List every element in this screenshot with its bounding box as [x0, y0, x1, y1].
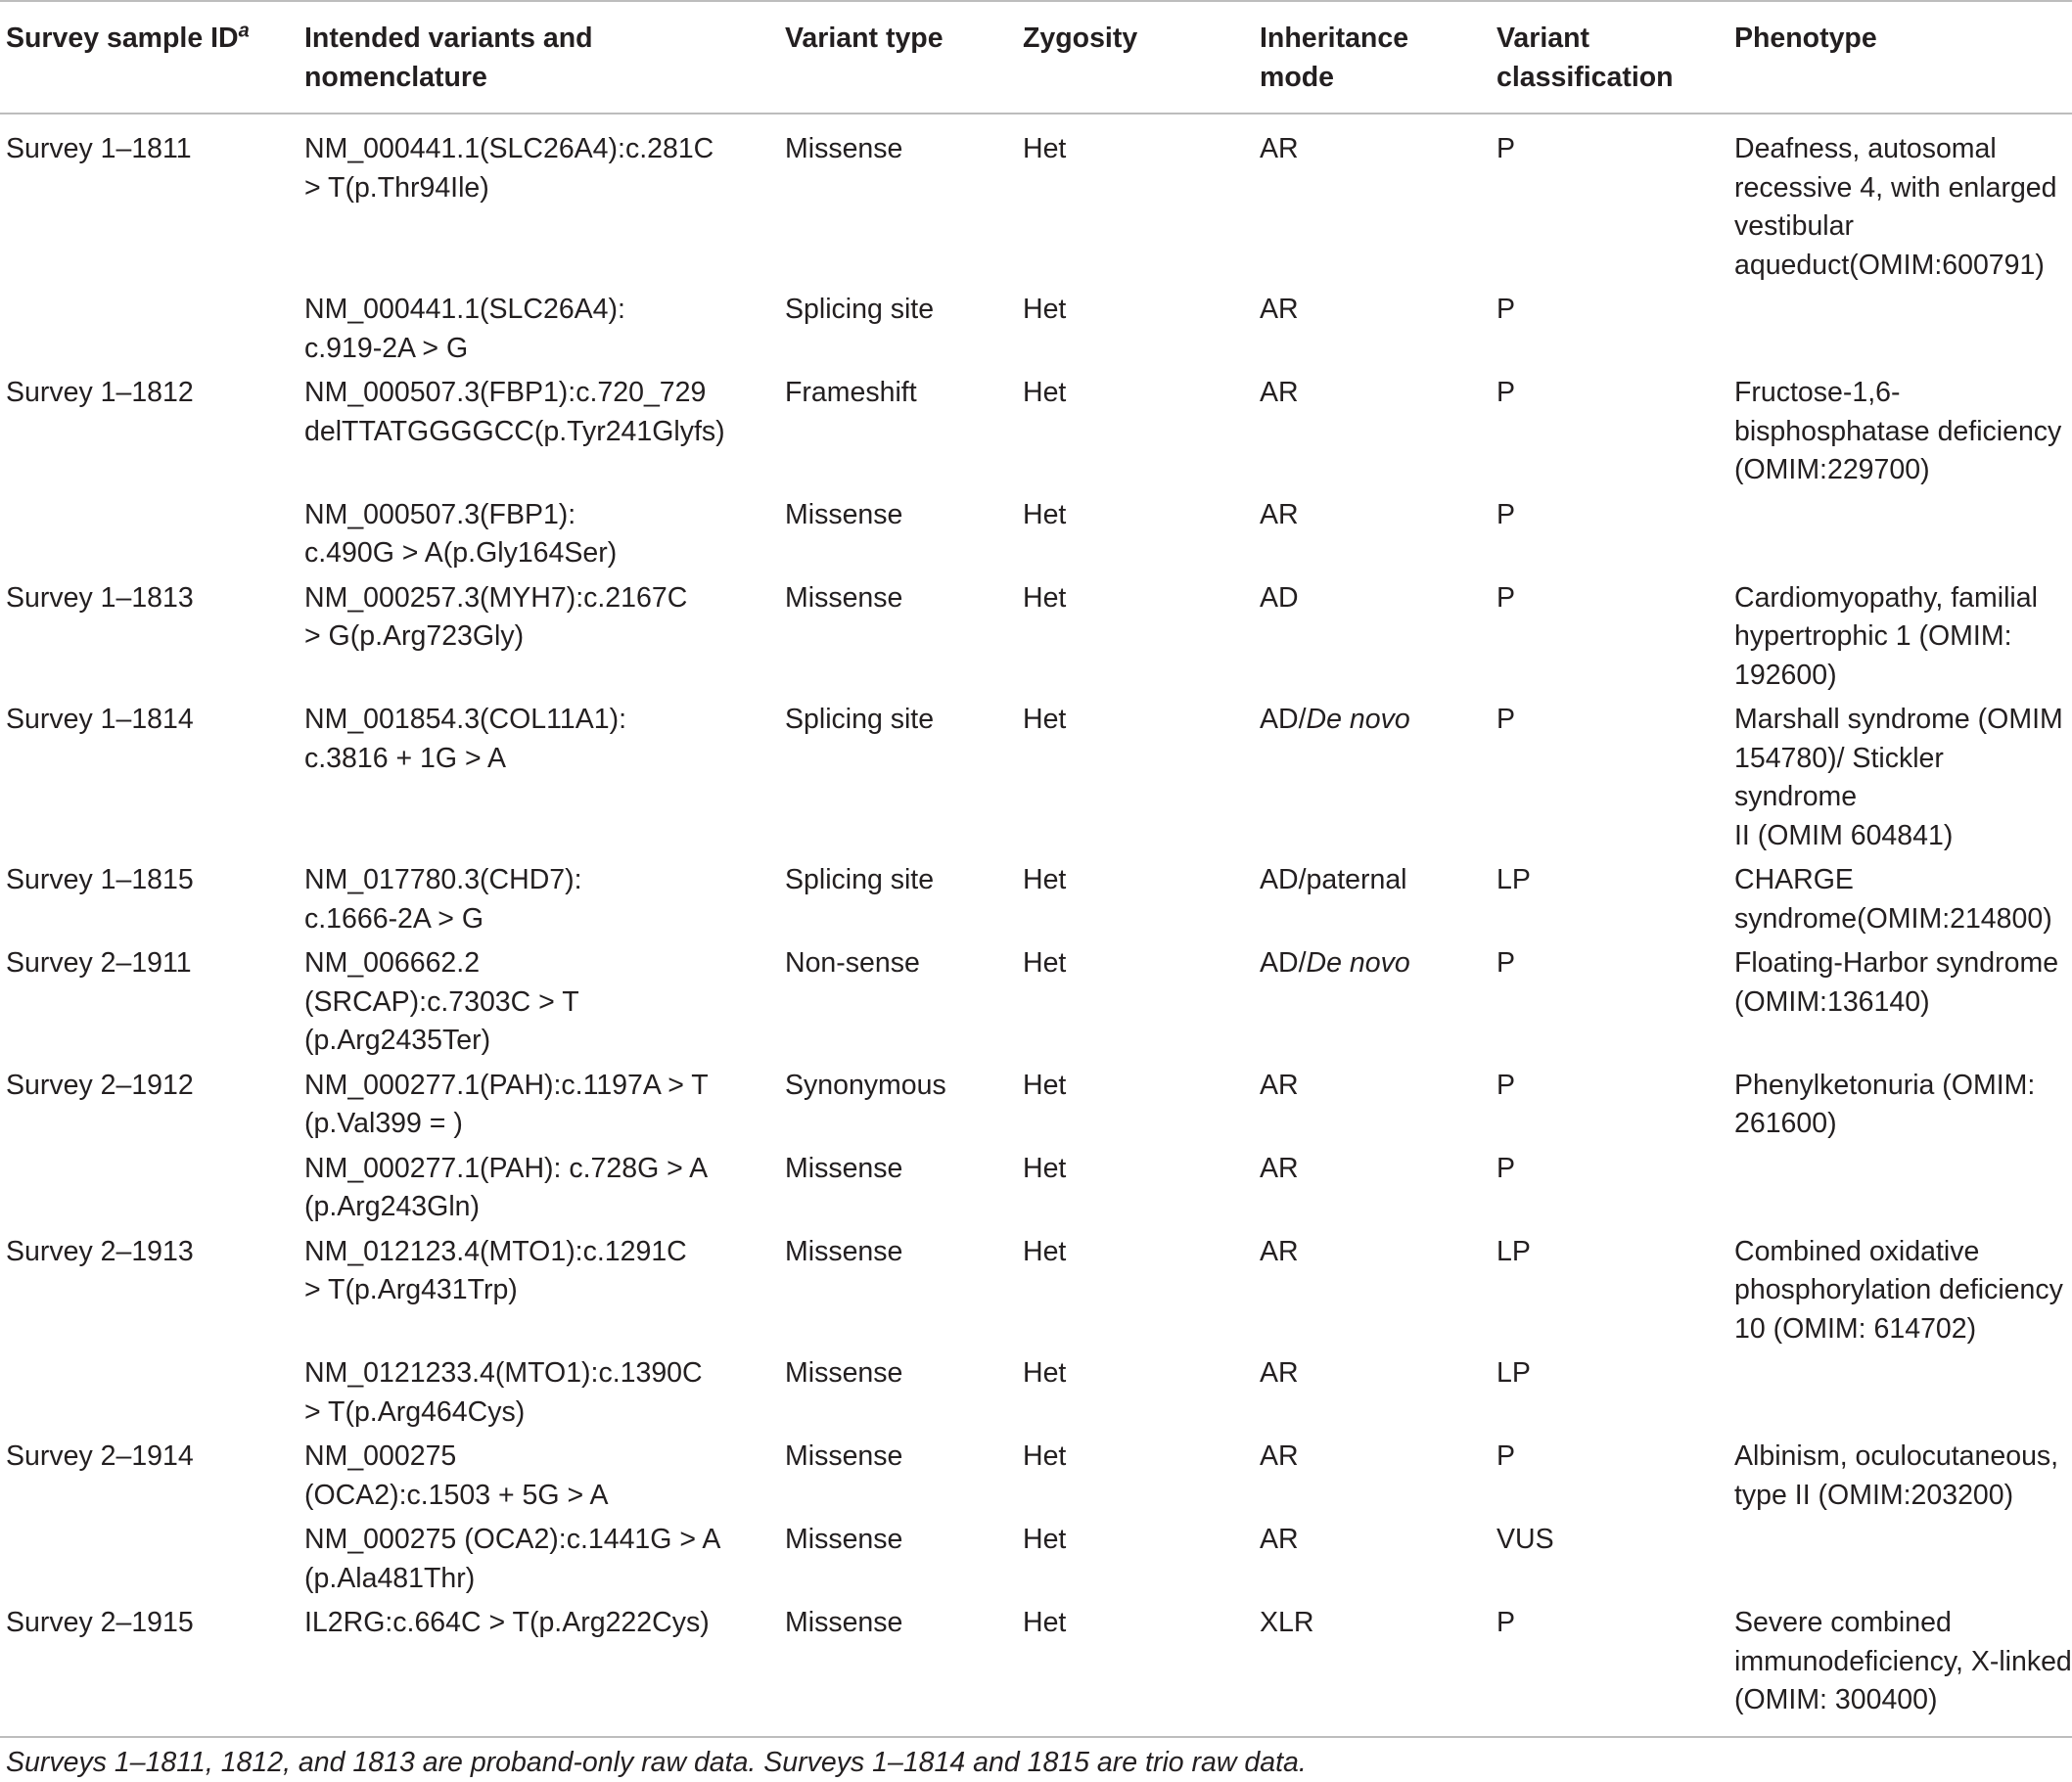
inheritance-mode-text: AR — [1260, 377, 1299, 408]
cell-variant: NM_006662.2 (SRCAP):c.7303C > T (p.Arg2435Ter) — [299, 944, 779, 1067]
inheritance-mode-text: AR — [1260, 499, 1299, 530]
inheritance-mode-text: XLR — [1260, 1607, 1313, 1638]
cell-phenotype: CHARGE syndrome(OMIM:214800) — [1728, 861, 2072, 944]
cell-classification: P — [1491, 374, 1728, 496]
inheritance-mode-text: AR — [1260, 1236, 1299, 1267]
cell-sample-id — [0, 1150, 299, 1233]
inheritance-mode-denovo-text: De novo — [1307, 947, 1410, 979]
cell-sample-id — [0, 496, 299, 579]
header-zygosity: Zygosity — [1017, 1, 1254, 114]
cell-sample-id: Survey 2–1911 — [0, 944, 299, 1067]
header-variant-classification: Variant classification — [1491, 1, 1728, 114]
cell-classification: VUS — [1491, 1521, 1728, 1604]
cell-variant-type: Splicing site — [779, 701, 1017, 861]
cell-inheritance-mode — [1254, 944, 1491, 1067]
cell-phenotype — [1728, 1150, 2072, 1233]
table-row — [0, 1150, 2072, 1233]
cell-variant-type: Missense — [779, 1233, 1017, 1355]
cell-inheritance-mode — [1254, 861, 1491, 944]
cell-classification: P — [1491, 944, 1728, 1067]
cell-classification: P — [1491, 1438, 1728, 1521]
cell-variant-type: Missense — [779, 579, 1017, 702]
cell-inheritance-mode — [1254, 1604, 1491, 1737]
inheritance-mode-text: AR — [1260, 1524, 1299, 1555]
cell-inheritance-mode — [1254, 374, 1491, 496]
cell-classification: LP — [1491, 1233, 1728, 1355]
table-row — [0, 291, 2072, 374]
cell-inheritance-mode — [1254, 1354, 1491, 1438]
cell-variant-type: Splicing site — [779, 861, 1017, 944]
cell-inheritance-mode — [1254, 1233, 1491, 1355]
header-variants: Intended variants and nomenclature — [299, 1, 779, 114]
cell-zygosity: Het — [1017, 496, 1254, 579]
cell-variant: NM_000507.3(FBP1):c.720_729 delTTATGGGGCC(p.Tyr241Glyfs) — [299, 374, 779, 496]
cell-sample-id: Survey 2–1914 — [0, 1438, 299, 1521]
cell-classification: P — [1491, 496, 1728, 579]
inheritance-mode-text: AR — [1260, 1070, 1299, 1101]
header-inheritance-mode: Inheritance mode — [1254, 1, 1491, 114]
cell-sample-id: Survey 1–1811 — [0, 114, 299, 291]
cell-inheritance-mode — [1254, 114, 1491, 291]
cell-variant-type: Missense — [779, 1354, 1017, 1438]
cell-variant-type: Missense — [779, 114, 1017, 291]
cell-variant: NM_000441.1(SLC26A4): c.919-2A > G — [299, 291, 779, 374]
inheritance-mode-text: AD/ — [1260, 947, 1307, 979]
cell-phenotype: Deafness, autosomal recessive 4, with enlarged vestibular aqueduct(OMIM:600791) — [1728, 114, 2072, 291]
cell-inheritance-mode — [1254, 1438, 1491, 1521]
cell-variant: IL2RG:c.664C > T(p.Arg222Cys) — [299, 1604, 779, 1737]
cell-zygosity: Het — [1017, 1150, 1254, 1233]
cell-phenotype: Phenylketonuria (OMIM: 261600) — [1728, 1067, 2072, 1150]
cell-variant: NM_0121233.4(MTO1):c.1390C > T(p.Arg464Cys) — [299, 1354, 779, 1438]
cell-phenotype: Severe combined immunodeficiency, X-linked (OMIM: 300400) — [1728, 1604, 2072, 1737]
cell-variant-type: Missense — [779, 1521, 1017, 1604]
cell-sample-id: Survey 1–1813 — [0, 579, 299, 702]
cell-zygosity: Het — [1017, 701, 1254, 861]
cell-sample-id — [0, 1521, 299, 1604]
table-row — [0, 1604, 2072, 1737]
table-row — [0, 1438, 2072, 1521]
table-row — [0, 1521, 2072, 1604]
inheritance-mode-text: AD/ — [1260, 704, 1307, 735]
cell-zygosity: Het — [1017, 1067, 1254, 1150]
cell-variant: NM_000277.1(PAH):c.1197A > T (p.Val399 = ) — [299, 1067, 779, 1150]
table-row — [0, 579, 2072, 702]
cell-phenotype: Combined oxidative phosphorylation deficiency 10 (OMIM: 614702) — [1728, 1233, 2072, 1355]
cell-classification: P — [1491, 1150, 1728, 1233]
header-sample-id — [0, 1, 299, 114]
table-header — [0, 1, 2072, 114]
cell-zygosity: Het — [1017, 1604, 1254, 1737]
header-sample-id-text: Survey sample ID — [6, 23, 239, 54]
cell-phenotype: Floating-Harbor syndrome (OMIM:136140) — [1728, 944, 2072, 1067]
cell-classification: P — [1491, 1604, 1728, 1737]
cell-inheritance-mode — [1254, 291, 1491, 374]
cell-classification: P — [1491, 291, 1728, 374]
cell-inheritance-mode — [1254, 1150, 1491, 1233]
cell-variant: NM_012123.4(MTO1):c.1291C > T(p.Arg431Trp) — [299, 1233, 779, 1355]
table-row — [0, 944, 2072, 1067]
cell-zygosity: Het — [1017, 291, 1254, 374]
inheritance-mode-text: AD/paternal — [1260, 864, 1407, 895]
cell-classification: P — [1491, 1067, 1728, 1150]
cell-phenotype: Cardiomyopathy, familial hypertrophic 1 (OMIM: 192600) — [1728, 579, 2072, 702]
cell-phenotype — [1728, 1354, 2072, 1438]
cell-variant-type: Synonymous — [779, 1067, 1017, 1150]
cell-classification: P — [1491, 701, 1728, 861]
cell-zygosity: Het — [1017, 374, 1254, 496]
cell-sample-id: Survey 2–1915 — [0, 1604, 299, 1737]
cell-zygosity: Het — [1017, 1233, 1254, 1355]
cell-sample-id: Survey 2–1913 — [0, 1233, 299, 1355]
table-row — [0, 114, 2072, 291]
cell-variant: NM_017780.3(CHD7): c.1666-2A > G — [299, 861, 779, 944]
cell-variant-type: Missense — [779, 1604, 1017, 1737]
cell-phenotype — [1728, 1521, 2072, 1604]
header-row — [0, 1, 2072, 114]
header-sample-id-footnote-marker: a — [239, 21, 250, 42]
table-row — [0, 1233, 2072, 1355]
cell-zygosity: Het — [1017, 1354, 1254, 1438]
cell-variant-type: Missense — [779, 496, 1017, 579]
table-body — [0, 114, 2072, 1737]
table-row — [0, 701, 2072, 861]
inheritance-mode-text: AR — [1260, 294, 1299, 325]
header-phenotype: Phenotype — [1728, 1, 2072, 114]
cell-sample-id — [0, 1354, 299, 1438]
cell-variant: NM_000277.1(PAH): c.728G > A (p.Arg243Gln) — [299, 1150, 779, 1233]
cell-variant: NM_000257.3(MYH7):c.2167C > G(p.Arg723Gly) — [299, 579, 779, 702]
cell-variant-type: Non-sense — [779, 944, 1017, 1067]
inheritance-mode-text: AR — [1260, 1153, 1299, 1184]
table-row — [0, 496, 2072, 579]
cell-variant-type: Splicing site — [779, 291, 1017, 374]
cell-zygosity: Het — [1017, 579, 1254, 702]
cell-variant: NM_000507.3(FBP1): c.490G > A(p.Gly164Ser) — [299, 496, 779, 579]
cell-sample-id: Survey 1–1812 — [0, 374, 299, 496]
cell-variant: NM_000275 (OCA2):c.1503 + 5G > A — [299, 1438, 779, 1521]
inheritance-mode-text: AR — [1260, 133, 1299, 164]
table-row — [0, 1354, 2072, 1438]
inheritance-mode-text: AD — [1260, 582, 1299, 614]
cell-zygosity: Het — [1017, 1521, 1254, 1604]
cell-inheritance-mode — [1254, 579, 1491, 702]
cell-variant: NM_000441.1(SLC26A4):c.281C > T(p.Thr94Ile) — [299, 114, 779, 291]
cell-sample-id: Survey 1–1815 — [0, 861, 299, 944]
cell-inheritance-mode — [1254, 701, 1491, 861]
cell-sample-id: Survey 1–1814 — [0, 701, 299, 861]
cell-phenotype: Albinism, oculocutaneous, type II (OMIM:203200) — [1728, 1438, 2072, 1521]
cell-zygosity: Het — [1017, 1438, 1254, 1521]
cell-phenotype: Fructose-1,6- bisphosphatase deficiency (OMIM:229700) — [1728, 374, 2072, 496]
cell-inheritance-mode — [1254, 496, 1491, 579]
header-variant-type: Variant type — [779, 1, 1017, 114]
cell-classification: P — [1491, 114, 1728, 291]
table-row — [0, 374, 2072, 496]
cell-variant-type: Missense — [779, 1150, 1017, 1233]
cell-zygosity: Het — [1017, 944, 1254, 1067]
cell-variant-type: Frameshift — [779, 374, 1017, 496]
cell-sample-id — [0, 291, 299, 374]
cell-phenotype — [1728, 496, 2072, 579]
cell-zygosity: Het — [1017, 861, 1254, 944]
cell-zygosity: Het — [1017, 114, 1254, 291]
cell-variant: NM_001854.3(COL11A1): c.3816 + 1G > A — [299, 701, 779, 861]
cell-sample-id: Survey 2–1912 — [0, 1067, 299, 1150]
cell-classification: P — [1491, 579, 1728, 702]
table-row — [0, 861, 2072, 944]
cell-variant: NM_000275 (OCA2):c.1441G > A (p.Ala481Thr) — [299, 1521, 779, 1604]
cell-phenotype: Marshall syndrome (OMIM 154780)/ Stickler syndrome II (OMIM 604841) — [1728, 701, 2072, 861]
cell-phenotype — [1728, 291, 2072, 374]
cell-variant-type: Missense — [779, 1438, 1017, 1521]
cell-inheritance-mode — [1254, 1521, 1491, 1604]
cell-classification: LP — [1491, 861, 1728, 944]
inheritance-mode-text: AR — [1260, 1357, 1299, 1389]
inheritance-mode-text: AR — [1260, 1440, 1299, 1472]
table-row — [0, 1067, 2072, 1150]
cell-classification: LP — [1491, 1354, 1728, 1438]
inheritance-mode-denovo-text: De novo — [1307, 704, 1410, 735]
cell-inheritance-mode — [1254, 1067, 1491, 1150]
table-footnote: Surveys 1–1811, 1812, and 1813 are proband-only raw data. Surveys 1–1814 and 1815 are trio raw data. — [0, 1738, 2072, 1782]
